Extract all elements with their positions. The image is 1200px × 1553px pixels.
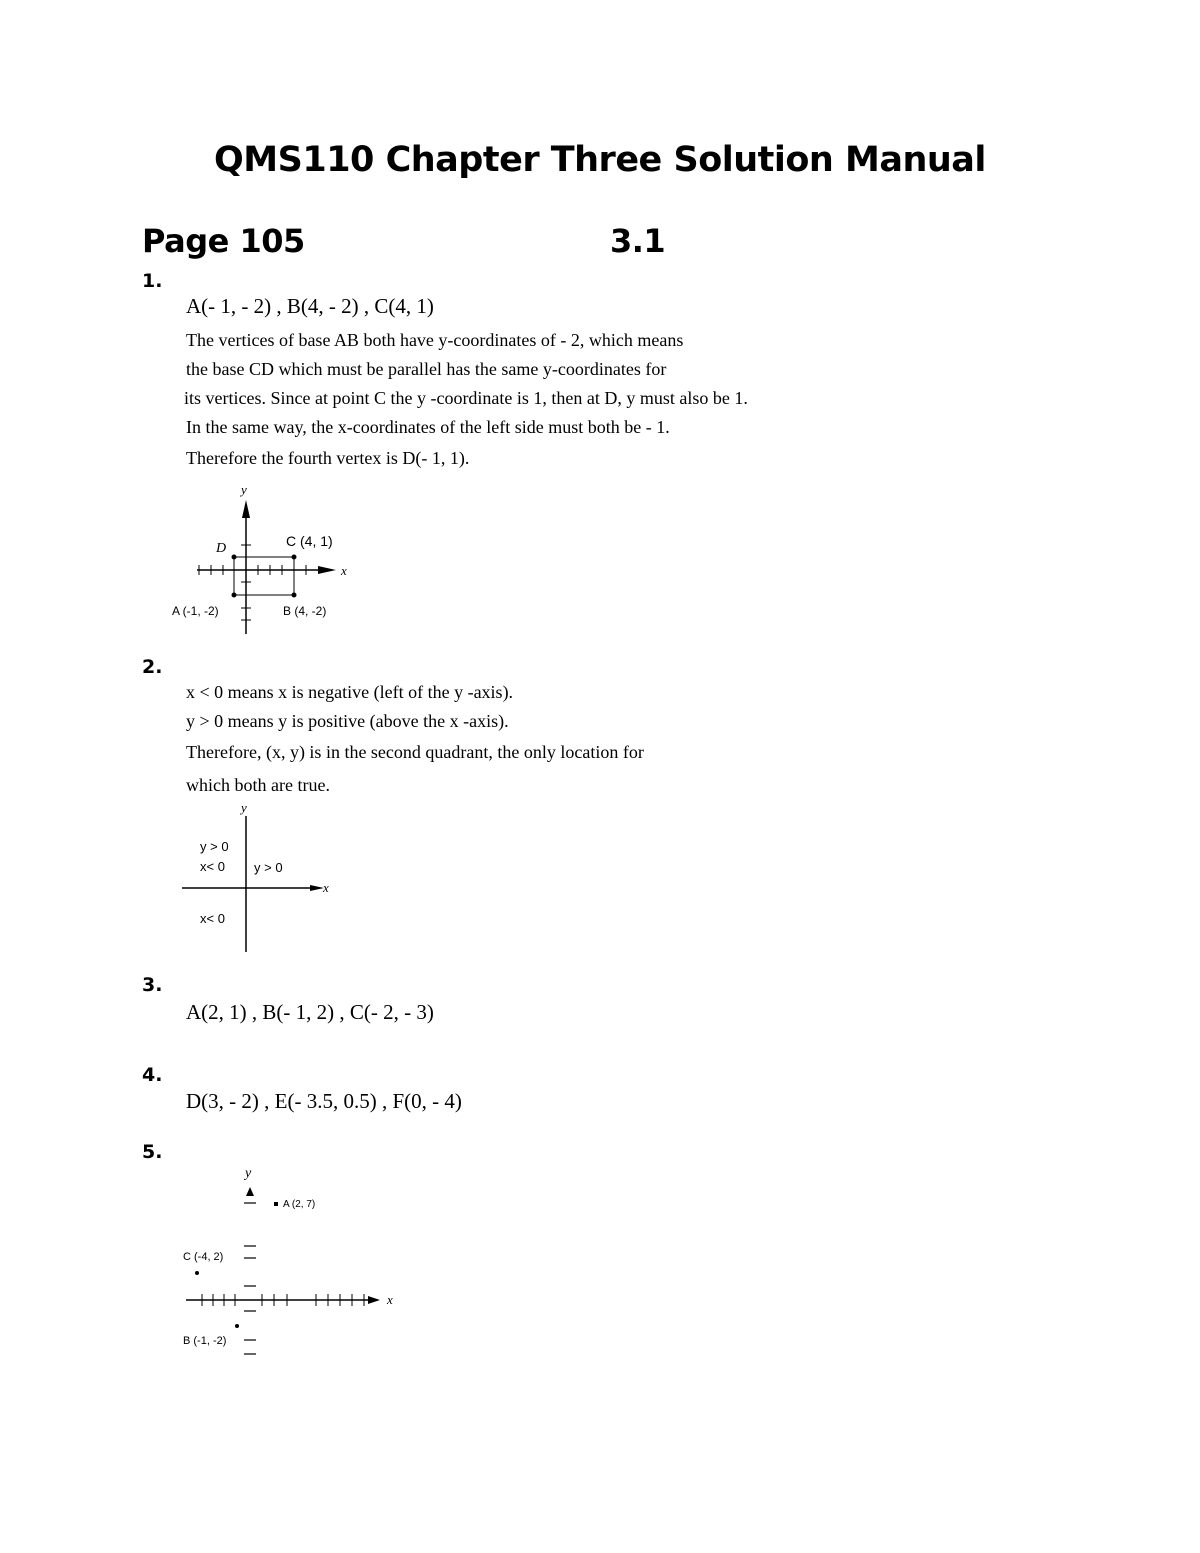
problem-5-number: 5. <box>142 1141 163 1163</box>
problem-2-number: 2. <box>142 656 163 678</box>
label-a: A (2, 7) <box>283 1199 316 1210</box>
problem-1-line-2: the base CD which must be parallel has the same y-coordinates for <box>186 359 667 379</box>
q2-top-label: y > 0 <box>200 839 229 854</box>
problem-1-given: A(- 1, - 2) , B(4, - 2) , C(4, 1) <box>186 294 434 318</box>
q3-label: x< 0 <box>200 911 225 926</box>
problem-1-line-3: its vertices. Since at point C the y -coordinate is 1, then at D, y must also be 1. <box>184 388 748 408</box>
label-b: B (-1, -2) <box>183 1335 227 1347</box>
x-arrow-icon <box>368 1296 380 1304</box>
problem-2-line-1: x < 0 means x is negative (left of the y -axis). <box>186 682 514 702</box>
label-b: B (4, -2) <box>283 604 327 618</box>
point-c <box>195 1271 199 1275</box>
label-c: C (-4, 2) <box>183 1251 224 1263</box>
y-axis-label: y <box>241 482 247 497</box>
problem-1-line-4: In the same way, the x-coordinates of the left side must both be - 1. <box>186 417 670 437</box>
problem-4-given: D(3, - 2) , E(- 3.5, 0.5) , F(0, - 4) <box>186 1089 462 1113</box>
point-b <box>235 1324 239 1328</box>
problem-1-line-5: Therefore the fourth vertex is D(- 1, 1). <box>186 448 470 468</box>
section-heading: 3.1 <box>610 222 666 260</box>
problem-1-number: 1. <box>142 270 163 292</box>
problem-2-line-2: y > 0 means y is positive (above the x -axis). <box>186 711 509 731</box>
y-axis-label: y <box>241 800 247 815</box>
x-axis-label: x <box>341 563 347 578</box>
problem-2-line-4: which both are true. <box>186 775 330 795</box>
problem-2-line-3: Therefore, (x, y) is in the second quadrant, the only location for <box>186 742 644 762</box>
y-axis-label: y <box>245 1166 252 1181</box>
problem-1-line-1: The vertices of base AB both have y-coordinates of - 2, which means <box>186 330 684 350</box>
label-d: D <box>216 541 227 556</box>
y-arrow-icon <box>246 1187 254 1196</box>
label-c: C (4, 1) <box>286 533 333 549</box>
problem-3-given: A(2, 1) , B(- 1, 2) , C(- 2, - 3) <box>186 1000 434 1024</box>
page-heading: Page 105 <box>142 222 305 260</box>
x-axis-label: x <box>323 880 329 895</box>
problem-3-number: 3. <box>142 974 163 996</box>
x-axis-label: x <box>387 1292 393 1307</box>
point-a <box>274 1202 278 1206</box>
q2-bottom-label: x< 0 <box>200 859 225 874</box>
document-title: QMS110 Chapter Three Solution Manual <box>214 140 986 180</box>
q1-label: y > 0 <box>254 860 283 875</box>
problem-4-number: 4. <box>142 1064 163 1086</box>
label-a: A (-1, -2) <box>172 604 219 618</box>
